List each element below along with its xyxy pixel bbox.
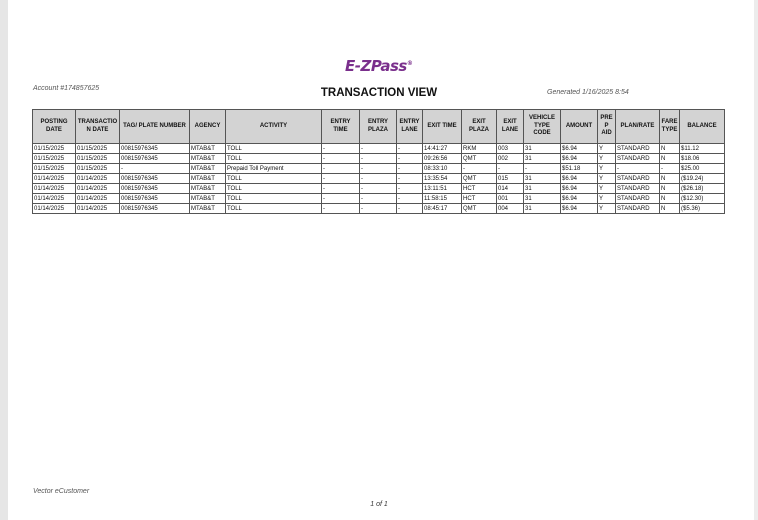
page-title: TRANSACTION VIEW xyxy=(320,87,438,99)
table-cell: 08:45:17 xyxy=(423,204,462,214)
table-row xyxy=(33,154,725,164)
table-cell: - xyxy=(322,184,360,194)
table-cell: 00815976345 xyxy=(120,174,190,184)
table-cell: MTAB&T xyxy=(190,194,226,204)
footer-app-name: Vector eCustomer xyxy=(33,488,90,495)
table-cell: ($12.30) xyxy=(680,194,725,204)
table-cell: - xyxy=(360,184,397,194)
table-row xyxy=(33,184,725,194)
table-cell: 01/15/2025 xyxy=(76,154,120,164)
table-row xyxy=(33,144,725,154)
column-header: ENTRY PLAZA xyxy=(360,110,397,144)
table-cell: TOLL xyxy=(226,174,322,184)
table-cell: - xyxy=(322,154,360,164)
table-cell: 00815976345 xyxy=(120,194,190,204)
table-header xyxy=(33,110,725,144)
table-cell: - xyxy=(360,174,397,184)
table-cell: Y xyxy=(598,184,616,194)
table-cell: 31 xyxy=(524,174,561,184)
table-cell: STANDARD xyxy=(616,144,660,154)
table-cell: MTAB&T xyxy=(190,184,226,194)
table-cell: 002 xyxy=(497,154,524,164)
table-cell: - xyxy=(322,174,360,184)
table-cell: - xyxy=(524,164,561,174)
table-cell: 01/14/2025 xyxy=(33,174,76,184)
table-cell: $6.94 xyxy=(561,194,598,204)
table-cell: - xyxy=(322,164,360,174)
table-cell: 01/14/2025 xyxy=(33,204,76,214)
table-body xyxy=(33,144,725,214)
table-cell: Y xyxy=(598,174,616,184)
table-cell: QMT xyxy=(462,174,497,184)
ezpass-logo xyxy=(345,57,412,75)
generated-timestamp: Generated 1/16/2025 8:54 xyxy=(547,89,629,96)
table-cell: 01/14/2025 xyxy=(76,204,120,214)
table-cell: - xyxy=(397,164,423,174)
table-cell: $6.94 xyxy=(561,144,598,154)
table-cell: ($19.24) xyxy=(680,174,725,184)
table-cell: TOLL xyxy=(226,144,322,154)
table-cell: STANDARD xyxy=(616,174,660,184)
transaction-table xyxy=(32,109,725,214)
table-cell: - xyxy=(322,194,360,204)
column-header: EXIT TIME xyxy=(423,110,462,144)
table-cell: 31 xyxy=(524,204,561,214)
table-cell: 004 xyxy=(497,204,524,214)
column-header: FARE TYPE xyxy=(660,110,680,144)
table-cell: TOLL xyxy=(226,184,322,194)
table-cell: MTAB&T xyxy=(190,144,226,154)
table-cell: Y xyxy=(598,194,616,204)
table-cell: - xyxy=(360,204,397,214)
table-cell: - xyxy=(462,164,497,174)
table-cell: 01/15/2025 xyxy=(33,154,76,164)
table-cell: 01/14/2025 xyxy=(33,194,76,204)
table-cell: 015 xyxy=(497,174,524,184)
column-header: VEHICLE TYPE CODE xyxy=(524,110,561,144)
table-cell: - xyxy=(360,164,397,174)
table-row xyxy=(33,164,725,174)
table-cell: $11.12 xyxy=(680,144,725,154)
table-cell: HCT xyxy=(462,194,497,204)
table-cell: N xyxy=(660,174,680,184)
table-cell: N xyxy=(660,144,680,154)
table-cell: 01/15/2025 xyxy=(76,164,120,174)
table-cell: $6.94 xyxy=(561,174,598,184)
table-cell: Y xyxy=(598,154,616,164)
table-cell: Y xyxy=(598,144,616,154)
table-cell: 31 xyxy=(524,144,561,154)
table-cell: Y xyxy=(598,164,616,174)
column-header: EXIT PLAZA xyxy=(462,110,497,144)
table-cell: 31 xyxy=(524,154,561,164)
table-cell: HCT xyxy=(462,184,497,194)
table-cell: - xyxy=(120,164,190,174)
table-cell: 11:58:15 xyxy=(423,194,462,204)
table-cell: TOLL xyxy=(226,194,322,204)
column-header: PLAN/RATE xyxy=(616,110,660,144)
column-header: ENTRY TIME xyxy=(322,110,360,144)
table-cell: - xyxy=(497,164,524,174)
table-cell: 31 xyxy=(524,194,561,204)
table-cell: 13:11:51 xyxy=(423,184,462,194)
table-cell: 001 xyxy=(497,194,524,204)
table-cell: QMT xyxy=(462,154,497,164)
table-cell: $18.06 xyxy=(680,154,725,164)
table-cell: 00815976345 xyxy=(120,184,190,194)
column-header: PREP AID xyxy=(598,110,616,144)
table-cell: - xyxy=(397,144,423,154)
table-cell: $25.00 xyxy=(680,164,725,174)
table-cell: 13:35:54 xyxy=(423,174,462,184)
table-cell: - xyxy=(397,154,423,164)
column-header: ACTIVITY xyxy=(226,110,322,144)
table-cell: 01/14/2025 xyxy=(76,174,120,184)
table-cell: N xyxy=(660,204,680,214)
table-cell: 014 xyxy=(497,184,524,194)
column-header: TRANSACTIO N DATE xyxy=(76,110,120,144)
table-cell: - xyxy=(322,144,360,154)
table-cell: - xyxy=(360,154,397,164)
table-cell: $6.94 xyxy=(561,184,598,194)
table-cell: MTAB&T xyxy=(190,204,226,214)
table-row xyxy=(33,204,725,214)
table-cell: MTAB&T xyxy=(190,154,226,164)
table-cell: 00815976345 xyxy=(120,204,190,214)
table-cell: MTAB&T xyxy=(190,164,226,174)
table-cell: Y xyxy=(598,204,616,214)
table-cell: 00815976345 xyxy=(120,144,190,154)
header-row xyxy=(33,110,725,144)
table-cell: STANDARD xyxy=(616,184,660,194)
table-cell: 14:41:27 xyxy=(423,144,462,154)
table-cell: $51.18 xyxy=(561,164,598,174)
table-cell: $6.94 xyxy=(561,154,598,164)
table-cell: N xyxy=(660,194,680,204)
logo-text: E-ZPass xyxy=(345,57,407,75)
table-cell: 01/15/2025 xyxy=(76,144,120,154)
table-cell: - xyxy=(397,184,423,194)
table-cell: - xyxy=(397,194,423,204)
page-number: 1 of 1 xyxy=(370,501,388,508)
table-cell: 08:33:10 xyxy=(423,164,462,174)
table-cell: - xyxy=(397,174,423,184)
table-cell: - xyxy=(360,194,397,204)
table-cell: - xyxy=(360,144,397,154)
column-header: ENTRY LANE xyxy=(397,110,423,144)
table-cell: ($26.18) xyxy=(680,184,725,194)
page-edge-left xyxy=(0,0,8,520)
logo-registered-mark: ® xyxy=(406,60,413,67)
table-cell: 01/15/2025 xyxy=(33,144,76,154)
table-cell: 01/14/2025 xyxy=(76,184,120,194)
column-header: EXIT LANE xyxy=(497,110,524,144)
column-header: AMOUNT xyxy=(561,110,598,144)
table-cell: 01/14/2025 xyxy=(76,194,120,204)
table-cell: MTAB&T xyxy=(190,174,226,184)
table-cell: TOLL xyxy=(226,204,322,214)
table-cell: - xyxy=(616,164,660,174)
table-cell: 01/15/2025 xyxy=(33,164,76,174)
table-cell: STANDARD xyxy=(616,194,660,204)
table-cell: - xyxy=(397,204,423,214)
page-edge-right xyxy=(754,0,758,520)
table-cell: QMT xyxy=(462,204,497,214)
column-header: BALANCE xyxy=(680,110,725,144)
table-row xyxy=(33,174,725,184)
table-cell: TOLL xyxy=(226,154,322,164)
table-cell: 09:26:56 xyxy=(423,154,462,164)
account-number: Account #174857625 xyxy=(33,85,100,92)
column-header: TAG/ PLATE NUMBER xyxy=(120,110,190,144)
table-row xyxy=(33,194,725,204)
table-cell: ($5.36) xyxy=(680,204,725,214)
table-cell: $6.94 xyxy=(561,204,598,214)
table-cell: STANDARD xyxy=(616,204,660,214)
table-cell: 00815976345 xyxy=(120,154,190,164)
table-cell: - xyxy=(322,204,360,214)
table-cell: 003 xyxy=(497,144,524,154)
table-cell: 31 xyxy=(524,184,561,194)
column-header: AGENCY xyxy=(190,110,226,144)
table-cell: RKM xyxy=(462,144,497,154)
table-cell: N xyxy=(660,184,680,194)
table-cell: Prepaid Toll Payment xyxy=(226,164,322,174)
table-cell: N xyxy=(660,154,680,164)
table-cell: - xyxy=(660,164,680,174)
table-cell: 01/14/2025 xyxy=(33,184,76,194)
column-header: POSTING DATE xyxy=(33,110,76,144)
table-cell: STANDARD xyxy=(616,154,660,164)
